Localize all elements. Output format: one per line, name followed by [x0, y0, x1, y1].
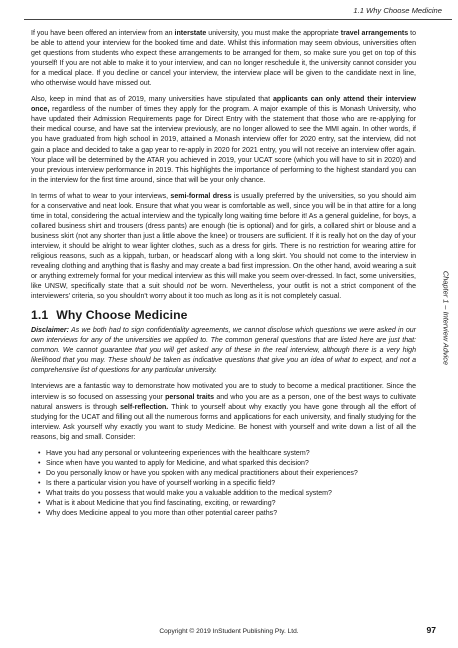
emphasis-bold: semi-formal dress	[170, 192, 232, 200]
text-run: Also, keep in mind that as of 2019, many universities have stipulated that	[31, 96, 273, 104]
list-item: • What is it about Medicine that you find fascinating, exciting, or rewarding?	[38, 499, 416, 509]
section-title: Why Choose Medicine	[56, 308, 188, 323]
bullet-icon: •	[38, 500, 41, 508]
paragraph-dress-code	[31, 192, 416, 303]
list-item: • Since when have you wanted to apply for Medicine, and what sparked this decision?	[38, 459, 416, 469]
section-heading	[31, 308, 416, 323]
bullet-icon: •	[38, 510, 41, 518]
disclaimer-label: Disclaimer:	[31, 327, 69, 335]
bullet-icon: •	[38, 480, 41, 488]
page-body	[31, 29, 416, 519]
question-list	[31, 449, 416, 520]
chapter-side-tab-label: Chapter 1 – Interview Advice	[441, 270, 451, 366]
text-run: regardless of the number of times they apply for the program. A major example of this is Monash University, who have updated their Admission Requirements page for Direct Entry with the statement that those who are re-applying for their medical course, and have sat the interview previously, are no longer allowed to see the MMI again. In other words, if you have graduated from high school in 2019, attained a Monash interview offer for 2020 entry, sat the interview, did not gain a place and decided to take a gap year to re-apply in 2020 for 2021 entry, you will not receive an interview offer again. Your place will be determined by the ATAR you achieved in 2019, your UCAT score (which you will have to sit in 2020) and your previous interview performance in 2019. This highlights the importance of performing to the highest standard you can in the interview for the first time around, since that will be your only chance.	[31, 106, 416, 184]
list-item: • Do you personally know or have you spoken with any medical practitioners about their experiences?	[38, 469, 416, 479]
text-run: Think to yourself about why exactly you have gone through all the effort of studying for the UCAT and filling out all the numerous forms and applications for each university, and finally studying for the interview. Ask yourself why exactly you want to study Medicine. Be honest with yourself and write down a list of all the reasons, big and small. Consider:	[31, 403, 416, 441]
disclaimer	[31, 326, 416, 376]
chapter-side-tab	[439, 259, 453, 377]
emphasis-italic: not	[186, 283, 197, 291]
list-item: • Have you had any personal or volunteering experiences with the healthcare system?	[38, 449, 416, 459]
emphasis-bold: travel arrangements	[340, 30, 409, 37]
text-run: to be able to attend your interview for the booked time and date. Whilst this information may seem obvious, universities often get questions from students who expect these arrangements to be arranged for them, so make sure you get on top of this yourself! If you are not able to make it to your interview, and can no longer reschedule it, the university cannot consider you for a medical place. If you decline or cancel your interview, the interview place will be given to the candidate next in line, who otherwise would have missed out.	[31, 30, 417, 88]
paragraph-travel	[31, 29, 416, 89]
bullet-icon: •	[38, 490, 41, 498]
paragraph-self-reflection	[31, 382, 416, 442]
list-item: • Is there a particular vision you have of yourself working in a specific field?	[38, 479, 416, 489]
section-number: 1.1	[31, 308, 49, 323]
footer-copyright: Copyright © 2019 InStudent Publishing Pty. Ltd.	[159, 628, 299, 635]
text-run: be worn. Nevertheless, your outfit is not a strict component of the interviewers' criteria, so you shouldn't worry about it too much as long as it is not completely casual.	[31, 283, 416, 301]
text-run: If you have been offered an interview from an	[31, 30, 175, 37]
text-run: and who you are as a person, one of the best ways to cultivate natural answers is through	[31, 393, 417, 411]
list-item: • What traits do you possess that would make you a valuable addition to the medical system?	[38, 489, 416, 499]
bullet-icon: •	[38, 459, 41, 467]
text-run: university, you must make the appropriate	[206, 30, 341, 37]
emphasis-bold: applicants can only attend their interview once,	[31, 96, 416, 114]
list-item: • Why does Medicine appeal to you more than other potential career paths?	[38, 509, 416, 519]
running-head: 1.1 Why Choose Medicine	[353, 6, 442, 15]
page-number: 97	[426, 625, 436, 635]
emphasis-bold: personal traits	[165, 393, 215, 401]
text-run: Interviews are a fantastic way to demonstrate how motivated you are to study to become a medical practitioner. Since the interview is so focused on assessing your	[31, 383, 416, 401]
header-rule	[24, 19, 452, 20]
bullet-icon: •	[38, 469, 41, 477]
paragraph-interview-once	[31, 95, 416, 185]
emphasis-bold: interstate	[174, 30, 207, 37]
disclaimer-text: As we both had to sign confidentiality agreements, we cannot disclose which questions we were asked in our own interviews for any of the universities we applied to. The common general questions that are listed here are just that: common. We cannot guarantee that you will get asked any of these in the real interview, although there is a very high likelihood that you may. These should be taken as indicative questions that give you an idea of what to expect, and not a comprehensive list of questions for any particular university.	[31, 327, 416, 375]
text-run: In terms of what to wear to your interviews,	[31, 192, 171, 200]
bullet-icon: •	[38, 449, 41, 457]
text-run: is usually preferred by the universities, so you should aim for a conservative and neat look. Ensure that what you wear is comfortable as well, since you will be in that attire for a long time in total, considering the actual interview and the typically long waiting time before it! As a general guideline, for boys, a collared business shirt and trousers (dress pants) are enough (tie is optional) and for girls, a collared shirt or blouse and a business skirt (not any shorter than just a little above the knee) or trousers are sufficient. If it is really hot on the day of your interview, it should be alright to wear lighter clothes, such as a dress for girls. There is no restriction for wearing attire for religious reasons, such as a kippah, turban, or headscarf along with a long skirt. You should not come to the interview in revealing clothing and anything that is flashy and may create a bad first impression. On the other hand, avoid wearing a suit or anything extremely formal for your medical interview as this will make you seem over-dressed. In fact, some universities, like UNSW, specifically state that a suit should	[31, 192, 416, 291]
emphasis-bold: self-reflection.	[120, 403, 169, 411]
